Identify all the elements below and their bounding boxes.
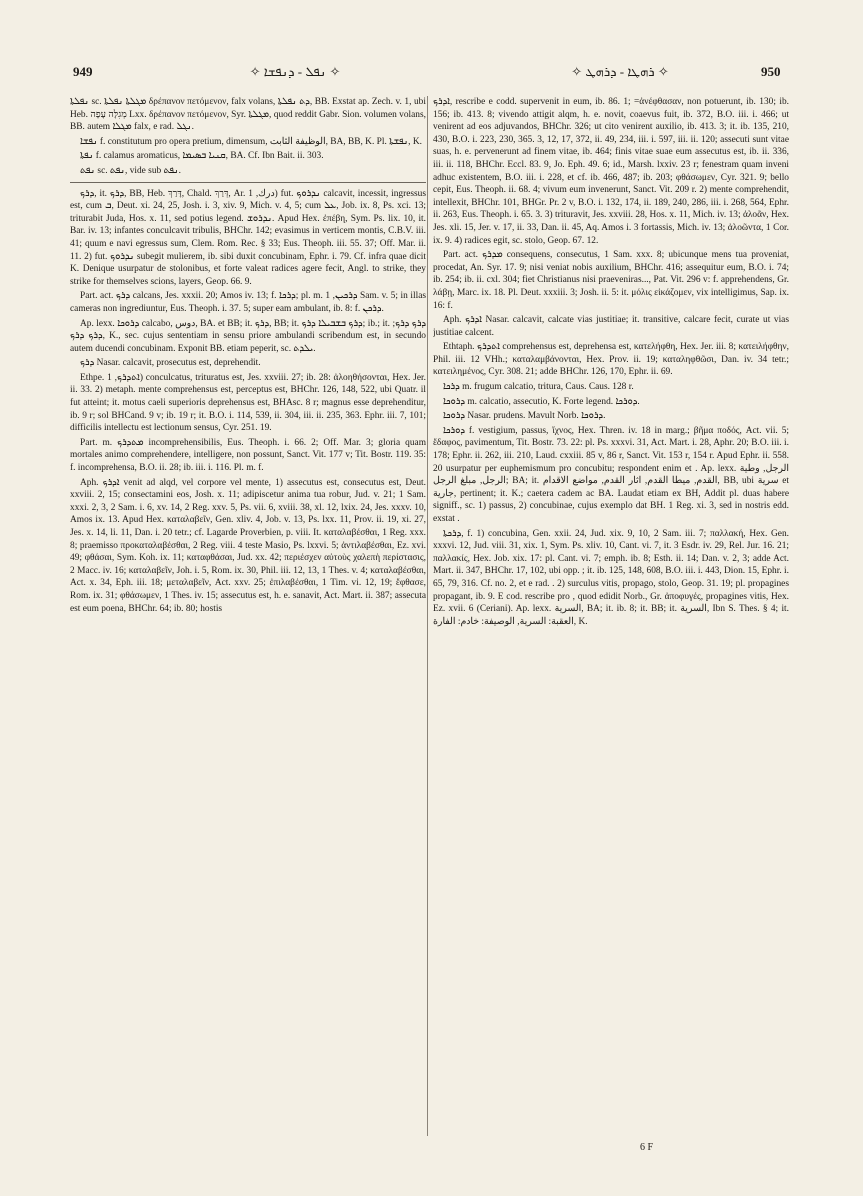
page-number-right: 950 — [761, 64, 781, 79]
entry-paragraph: ܕܪܘܟܐ Nasar. prudens. Mavult Norb. ܕܪܘܟܐ. — [443, 411, 606, 422]
column-divider — [427, 96, 428, 1136]
running-head-left: ✧ ܢܦܠ - ܕܢܦܫܐ ✧ — [249, 64, 341, 79]
entry-paragraph: Aph. ܐܕܪܟ Nasar. calcavit, calcate vias justitiae; it. transitive, calcare fecit, curate ut vias justitiae calcent. — [433, 315, 789, 338]
entry-paragraph: ܢܦܫܐ f. constitutum pro opera pretium, dimensum, الوظيفة الثابت, BA, BB, K. Pl. ܢܦܫܬܐ, K. — [80, 136, 422, 147]
entry-paragraph: Ethpe. ܐܬܕܪܟ, 1) conculcatus, trituratus est, Jes. xxviii. 27; ib. 28: ἀλοηθήσονται, Hex. Jer. ii. 33. 2) metaph. mente comprehensus est, perceptus est, BHChr. 126, 148, 522, ubi Quatr. il fut atteint; it. motus caeli superioris deprehensus est, BHAsc. 8 r; magnus esse deprehenditur, ib. 9 r; sol BHCand. 9 v; ib. 19 r; it. B.O. i. 114, 539, ii. 304, iii. ii. 235, 363. Ephr. iii. 7, 101; difficilis intellectu est lectionum sensus, Cyr. 251. 19. — [70, 372, 426, 434]
entry-paragraph: Part. act. ܡܕܪܟ consequens, consecutus, 1 Sam. xxx. 8; ubicunque mens tua proveniat, procedat, An. Syr. 17. 9; nisi veniat nobis auxilium, BHChr. 416; assequitur eum, B.O. i. 74; ib. 254; ib. ii. cxl. 304; fiet Christianus nisi praeveniras..., Pat. Vit. 296 v: f. apprehendens, Gr. λάβῃ, Marc. ix. 18. Pl. Deut. xxxiii. 3; Josh. ii. 5: it. μόλις εἰκάζομεν, vix intelligimus, Sap. ix. 16: f. — [433, 250, 789, 311]
entry-paragraph: Part. act. ܕܪܟ calcans, Jes. xxxii. 20; Amos iv. 13; f. ܕܪܟܐ; pl. m. ܕܪܟܝܢ, 1 Sam. v. 5; in illas cameras non ingrediuntur, Eus. Theoph. i. 37. 5; super eam ambulant, ib. 8: f. ܕܪܟܢ. — [70, 291, 426, 314]
running-head-right: ✧ ܪܗܛܐ - ܕܪܗܛ ✧ — [571, 64, 669, 79]
entry-paragraph: ܕܪܟܐ m. frugum calcatio, tritura, Caus. Caus. 128 r. — [443, 382, 634, 393]
signature-mark: 6 F — [640, 1142, 654, 1153]
page-number-left: 949 — [73, 64, 93, 79]
entry-paragraph: Ap. lexx. ܕܪܘܟܐ calcabo, دوس, BA. et BB; it. ܕܪܟ, BB; it. ܕܪܟ ܒܫܒܝܠܐ ܕܪܟ; ib.; it. ܕܪܟ ܕܪܟ; ܕܪܟ ܕܪܟ, K., sec. cujus sententiam in sensu priore ambulandi scribendum est, in secundo autem ducendi concubinam. Exponit BB. etiam peperit, sc. ܝܠܕܬ. — [70, 318, 426, 354]
entry-paragraph: ܕܘܪܟܐ f. vestigium, passus, ἴχνος, Hex. Thren. iv. 18 in marg.; βῆμα ποδός, Act. vii. 5; ἔδαφος, pavimentum, Tit. Bostr. 73. 22: pl. Ps. xxxvi. 31, Act. Mart. i. 28, Aphr. 20; B.O. iii. i. 178; Ephr. ii. 262, iii. 210, Laud. cxxiii. 85 v, 86 r, Sanct. Vit. 153 r, 154 r. Apud Ephr. ii. 558. 20 usurpatur per euphemismum pro concubitu; respondent enim et . Ap. lexx. الرجل, وطية الرجل, مبلغ الرجل; BA; it. القدم, ميطا القدم, اثار القدم, مواضع الاقدام, BB, ubi سرية et جارية, pertinent; it. K.; caetera cadem ac BA. Laudat etiam ex BH, Addit pl. duas habere signiff., sc. 1) passus, 2) concubinae, cujus exemplo dat BH. 1 Reg. xi. 3, sed in nostris edd. exstat . — [433, 425, 789, 524]
entry-paragraph: ܢܦܠܬܐ sc. ܡܓܠܬܐ ܢܦܠܬܐ δρέπανον πετόμενον, falx volans, ܕܬ ܢܦܠܬܐ, BB. Exstat ap. Zech. v. 1, ubi Heb. מְגִלָּה עָפָה Lxx. δρέπανον πετόμενον, Syr. ܡܓܠܬܐ, quod reddit Gabr. Sion. volumen volans, BB. autem ܡܓܠܐ falx, e rad. ܢܓܠ. — [70, 97, 426, 133]
entry-paragraph: ܕܪܘܟܐ m. calcatio, assecutio, K. Forte legend. ܕܘܪܟܐ. — [443, 396, 640, 407]
section-divider — [70, 182, 426, 183]
entry-paragraph: ܕܪܟ, it. ܕܪܟ, BB, Heb. דָּרַךְ, Chald. דְּרַךְ, Ar. درك, 1) fut. ܢܕܪܘܟ calcavit, incessit, ingressus est, cum ܒ, Deut. xi. 24, 25, Josh. i. 3, xiv. 9, Mich. v. 4, 5; cum ܥܠ, Job. ix. 8, Ps. xci. 13; triturabit Juda, Hos. x. 11, sed potius legend. ܢܕܪܘܫ. Apud Hex. ἐπέβη, Sym. Ps. lix. 10, it. Bar. iv. 13; infantes conculcavit tribulis, BHChr. 142; evasimus in verticem montis, C.B.V. iii. 41; quum e navi egressus sum, Clem. Rom. Rec. § 33; Eus. Theoph. iii. 55. 37; Off. Mar. ii. 11. 2) fut. ܢܕܪܘܟ subegit mulierem, ib. sibi duxit concubinam, Ephr. i. 79. Cf. infra quae dicit K. Denique usurpatur de stolonibus, et forte valeat radices agere fecit, Angl. to strike, they strike for themselves scions, layers, Geop. 66. 9. — [70, 188, 426, 287]
entry-paragraph: ܐܕܪܟ, rescribe e codd. supervenit in eum, ib. 86. 1; =ἀνέφθασαν, non potuerunt, ib. 130; ib. 156; ib. 413. 8; vivendo attigit alqm, h. e. novit, coaevus fuit, ib. 372, B.O. iii. i. 466; ut venirent ad eos adjuvandos, BHChr. 326; ut cito venirent auxilio, ib. 413. 3; it. ib. 135, 210, 430, B.O. i. 223, 230, 365. 3, 12, 17, 372, ii. 49, 234, iii. i. 597, iii. ii. 120; assecuti sunt vitae suas, h. e. pervenerunt ad finem vitae, ib. 464; finis vitae suae eum assecutus est, ib. ii. 336, iii. ii. 118, BHChr. Eccl. 83. 9, Jo. Eph. 49. 6; id., Marsh. lxxiv. 23 r; fenestram quam inveni adhuc existentem, B.O. iii. i. 228, et cf. ib. 466, 487; ib. 203; φθάσωμεν, Cyr. 321. 9; bello cepit, Eus. Theoph. ii. 68. 4; vivum eum invenerunt, Sanct. Vit. 209 r. 2) mente comprehendit, intellexit, BHChr. 101, BHGr. Pr. 2 v, B.O. i. 132, 174, ii. 189, 240, 286, iii. i. 268, 564, Ephr. ii. 263, Eus. Theoph. i. 65. 3. 3) trituravit, Jes. xxviii. 28, Hos. x. 11, Mich. iv. 13; ἀλοᾶν, Hex. Jes. xli. 15, Jer. v. 17, ii. 33, Dan. ii. 45, Aq. Amos i. 3 fortassis, Mich. iv. 13; ἀλοῶντα, 1 Cor. ix. 9. 4) radices egit, sc. stolo, Geop. 67. 12. — [433, 97, 789, 246]
left-column — [70, 96, 426, 1136]
entry-paragraph: ܢܦܬ sc. ܢܦܬ, vide sub ܢܦܬ. — [80, 165, 181, 176]
entry-paragraph: Aph. ܐܕܪܟ venit ad alqd, vel corpore vel mente, 1) assecutus est, consecutus est, Deut. xxviii. 2, 15; consectamini eos, Josh. x. 11; adipiscetur anima tua robur, Jud. v. 21; 1 Sam. xxxi. 2, 3, 2 Sam. i. 6, xv. 14, 2 Reg. xxv. 5, Ps. vii. 6, xviii. 38, xl. 12, lxix. 24, Jes. xxxv. 10, Amos ix. 13. Apud Hex. καταλαβεῖν, Gen. xliv. 4, Job. v. 13, Ps. lxx. 11, Prov. ii. 19, xi. 27, Jes. x. 14, li. 11, Dan. i. 20 tetr.; cf. Lagarde Proverbien, p. viii. It. καταλαβέσθαι, 1 Reg. xxx. 8; praemisso προκαταλαβέσθαι, 2 Reg. viii. 4 teste Masio, Ps. lxxvi. 5; ἀντιλαβέσθαι, Ez. xvi. 49; φθάσαι, Sym. Koh. ix. 11; καταφθάσαι, Jud. xx. 42; περιέσχεν αὐτοὺς χαλεπὴ περίστασις, 2 Macc. iv. 16; καταλαβεῖν, Joh. i. 5, Rom. ix. 30, Phil. iii. 12, 13, 1 Thes. v. 4; καταλαβέσθαι, Act. x. 34, Eph. iii. 18; μεταλαβεῖν, Act. xxv. 25; ἐπιλαβέσθαι, 1 Tim. vi. 12, 19; ἔφθασε, Rom. ix. 31; φθάσωμεν, 1 Thes. iv. 15; assecutus est, h. e. sanavit, Act. Mart. ii. 387; assecuta est eum poena, BHChr. 64; ib. 80; hostis — [70, 477, 426, 614]
entry-paragraph: Part. m. ܡܬܕܪܟ incomprehensibilis, Eus. Theoph. i. 66. 2; Off. Mar. 3; gloria quam mortales animo comprehendere, intelligere, non possunt, Sanct. Vit. 177 v; Tit. Bostr. 119. 35: f. incomprehensa, B.O. ii. 28; ib. iii. i. 116. Pl. m. f. — [70, 437, 426, 474]
entry-paragraph: ܕܪܟܬܐ, f. 1) concubina, Gen. xxii. 24, Jud. xix. 9, 10, 2 Sam. iii. 7; παλλακή, Hex. Gen. xxxvi. 12, Jud. viii. 31, xix. 1, Sym. Ps. xliv. 10, Cant. vi. 7, it. 3 Esdr. iv. 29, Rel. Jur. 16. 21; παλλακίς, Hex. Job. xix. 17: pl. Cant. vi. 7; emph. ib. 8; Esth. ii. 14; Dan. v. 2, 3; adde Act. Mart. ii. 347, BHChr. 17, 102, ubi opp. ; it. ib. 125, 148, 608, B.O. iii. i. 443, Dion. 15, Ephr. i. 65, 79, 316. Cf. no. 2, et e rad. . 2) surculus vitis, propago, stolo, Geop. 31. 19; pl. propagines propagant, ib. 9. E cod. rescribe pro , quod edidit Norb., Gr. ἀποφυγές, propagines vitis, Hex. Ez. xvii. 6 (Ceriani). Ap. lexx. السرية, BA; it. ib. 8; it. BB; it. السرية, Ibn S. Thes. § 4; it. العقبة: السرية, الوصيفة: خادم: الفارة, K. — [433, 528, 789, 627]
entry-paragraph: ܕܪܟ Nasar. calcavit, prosecutus est, deprehendit. — [80, 358, 261, 369]
entry-paragraph: ܢܦܬܐ f. calamus aromaticus, ܩܢܝܐ ܒܣܝܡܐ, BA. Cf. Ibn Bait. ii. 303. — [80, 151, 324, 162]
entry-paragraph: Ethtaph. ܐܬܕܪܟ comprehensus est, deprehensa est, κατελήφθη, Hex. Jer. iii. 8; κατειλήφθην, Phil. iii. 12 VHh.; καταλαμβάνονται, Hex. Prov. ii. 19; καταληφθῶσι, Dan. iv. 34 tetr.; κατειλημένος, Cyr. 308. 21; adde BHChr. 126, 170, Ephr. ii. 69. — [433, 342, 789, 378]
right-column — [433, 96, 789, 1136]
